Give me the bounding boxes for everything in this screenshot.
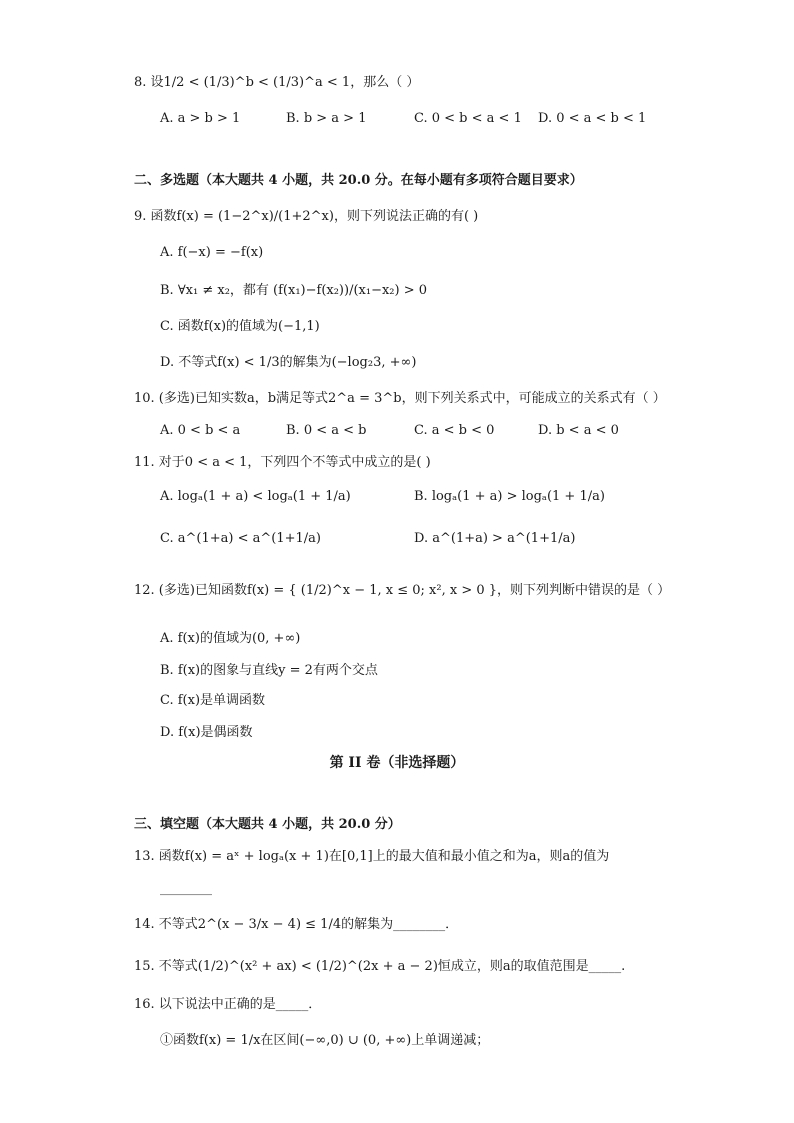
question-option: B. ∀x₁ ≠ x₂，都有 (f(x₁)−f(x₂))/(x₁−x₂) > 0 — [160, 283, 428, 298]
question-option: A. 0 < b < a — [160, 423, 241, 438]
question-option: D. f(x)是偶函数 — [160, 725, 253, 740]
question-option: A. a > b > 1 — [160, 111, 241, 126]
section-heading: 三、填空题（本大题共 4 小题，共 20.0 分） — [134, 817, 401, 832]
question-option: ①函数f(x) = 1/x在区间(−∞,0) ∪ (0, +∞)上单调递减； — [160, 1033, 490, 1048]
question-option: C. 0 < b < a < 1 — [414, 111, 522, 126]
question-stem: 13. 函数f(x) = aˣ + logₐ(x + 1)在[0,1]上的最大值和最小值之和为a，则a的值为 — [134, 849, 610, 864]
question-stem: 14. 不等式2^(x − 3/x − 4) ≤ 1/4的解集为________． — [134, 917, 459, 932]
question-option: B. b > a > 1 — [286, 111, 367, 126]
question-option: B. logₐ(1 + a) > logₐ(1 + 1/a) — [414, 489, 605, 504]
question-option: A. f(x)的值域为(0, +∞) — [160, 631, 301, 646]
question-stem: 15. 不等式(1/2)^(x² + ax) < (1/2)^(2x + a − 2)恒成立，则a的取值范围是_____. — [134, 959, 626, 974]
question-option: C. f(x)是单调函数 — [160, 693, 266, 708]
question-option: D. 0 < a < b < 1 — [538, 111, 647, 126]
question-stem: 10. (多选)已知实数a，b满足等式2^a = 3^b，则下列关系式中，可能成立的关系式有（ ） — [134, 391, 666, 406]
question-option: A. f(−x) = −f(x) — [160, 245, 264, 260]
question-stem: 8. 设1/2 < (1/3)^b < (1/3)^a < 1，那么（ ） — [134, 75, 420, 90]
question-option: D. a^(1+a) > a^(1+1/a) — [414, 531, 576, 546]
question-option: D. b < a < 0 — [538, 423, 619, 438]
question-option: B. f(x)的图象与直线y = 2有两个交点 — [160, 663, 378, 678]
volume-title: 第 II 卷（非选择题） — [329, 755, 465, 771]
question-option: B. 0 < a < b — [286, 423, 367, 438]
question-option: C. 函数f(x)的值域为(−1,1) — [160, 319, 320, 334]
section-heading: 二、多选题（本大题共 4 小题，共 20.0 分。在每小题有多项符合题目要求） — [134, 173, 583, 188]
question-stem: 9. 函数f(x) = (1−2^x)/(1+2^x)，则下列说法正确的有( ) — [134, 209, 479, 224]
question-option: A. logₐ(1 + a) < logₐ(1 + 1/a) — [160, 489, 351, 504]
question-option: C. a < b < 0 — [414, 423, 495, 438]
question-stem: 12. (多选)已知函数f(x) = { (1/2)^x − 1, x ≤ 0; x², x > 0 }，则下列判断中错误的是（ ） — [134, 583, 671, 598]
question-option: D. 不等式f(x) < 1/3的解集为(−log₂3, +∞) — [160, 355, 417, 370]
question-stem: 11. 对于0 < a < 1，下列四个不等式中成立的是( ) — [134, 455, 431, 470]
question-stem: 16. 以下说法中正确的是_____． — [134, 997, 322, 1012]
question-option: C. a^(1+a) < a^(1+1/a) — [160, 531, 321, 546]
question-option: ________ — [160, 881, 212, 896]
